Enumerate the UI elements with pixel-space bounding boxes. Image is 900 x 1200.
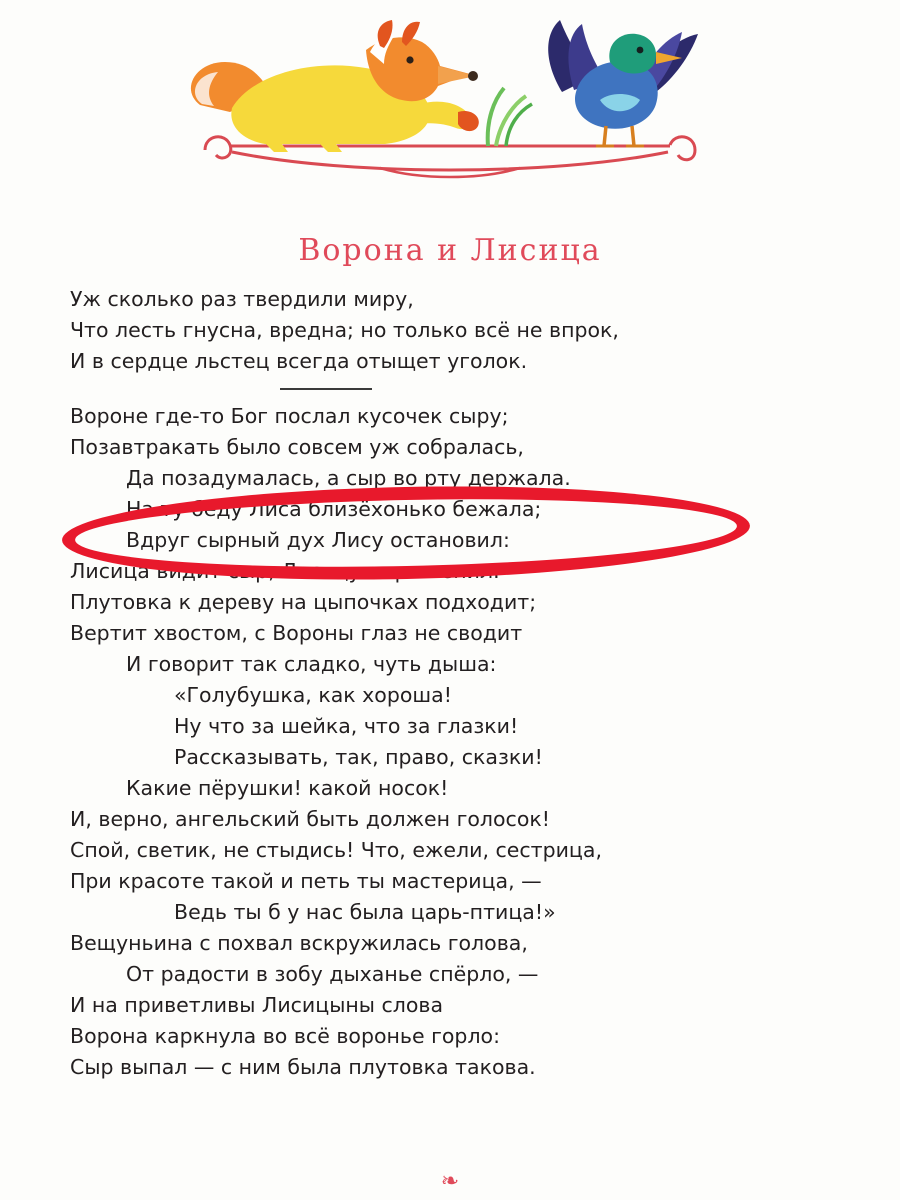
poem-line: Да позадумалась, а сыр во рту держала. [126, 466, 571, 490]
poem-line: Какие пёрушки! какой носок! [126, 776, 449, 800]
stanza-divider [280, 388, 372, 390]
poem-line: Вертит хвостом, с Вороны глаз не сводит [70, 621, 523, 645]
poem-line: Вдруг сырный дух Лису остановил: [126, 528, 510, 552]
crow-icon [548, 20, 698, 146]
poem-line: Ну что за шейка, что за глазки! [174, 714, 519, 738]
stanza-2 [70, 401, 830, 1083]
poem-line: И на приветливы Лисицыны слова [70, 993, 444, 1017]
poem-line: «Голубушка, как хороша! [174, 683, 452, 707]
poem-line: Сыр выпал — с ним была плутовка такова. [70, 1055, 536, 1079]
poem-line: И в сердце льстец всегда отыщет уголок. [70, 349, 528, 373]
poem-line: Ведь ты б у нас была царь-птица!» [174, 900, 556, 924]
poem-line: Ворона каркнула во всё воронье горло: [70, 1024, 500, 1048]
poem-line-highlighted: Позавтракать было совсем уж собралась, [70, 435, 524, 459]
poem-line: При красоте такой и петь ты мастерица, — [70, 869, 542, 893]
poem-line: Спой, светик, не стыдись! Что, ежели, сестрица, [70, 838, 602, 862]
poem-line: И, верно, ангельский быть должен голосок! [70, 807, 550, 831]
poem-line: Что лесть гнусна, вредна; но только всё не впрок, [70, 318, 619, 342]
poem-line: И говорит так сладко, чуть дыша: [126, 652, 497, 676]
poem-line: Вещуньина с похвал вскружилась голова, [70, 931, 528, 955]
stanza-1 [70, 284, 830, 377]
grass-icon [488, 88, 532, 146]
fox-and-crow-drawing [170, 0, 730, 210]
poem-line: Уж сколько раз твердили миру, [70, 287, 414, 311]
bottom-ornament-icon: ❧ [440, 1169, 460, 1194]
illustration-fox-and-crow [0, 0, 900, 215]
poem-line: На ту беду Лиса близёхонько бежала; [126, 497, 542, 521]
poem-line: От радости в зобу дыханье спёрло, — [126, 962, 539, 986]
page-title: Ворона и Лисица [298, 233, 602, 268]
poem-line: Вороне где-то Бог послал кусочек сыру; [70, 404, 509, 428]
fox-icon [191, 20, 479, 152]
poem-body [70, 284, 830, 1083]
poem-line: Плутовка к дереву на цыпочках подходит; [70, 590, 537, 614]
poem-line: Рассказывать, так, право, сказки! [174, 745, 543, 769]
poem-line: Лисица видит сыр, Лисицу сыр пленил. [70, 559, 500, 583]
